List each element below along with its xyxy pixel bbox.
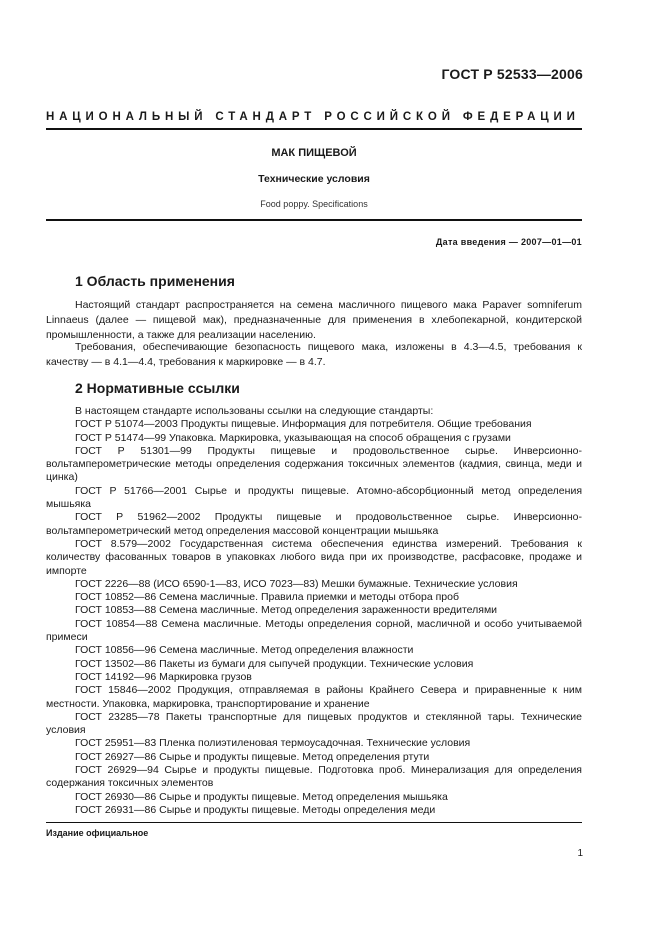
section-2-heading: 2 Нормативные ссылки	[75, 380, 240, 396]
edition-label: Издание официальное	[46, 828, 149, 838]
footer-rule	[46, 822, 582, 823]
list-item: ГОСТ Р 51962—2002 Продукты пищевые и продовольственное сырье. Инверсионно-вольтамперометрический метод определения массовой концентрации мышьяка	[46, 511, 582, 537]
list-item: ГОСТ 13502—86 Пакеты из бумаги для сыпучей продукции. Технические условия	[75, 657, 474, 670]
list-item: ГОСТ 10854—88 Семена масличные. Методы определения сорной, масличной и особо учитываемой примеси	[46, 617, 582, 644]
list-item: ГОСТ 26931—86 Сырье и продукты пищевые. Методы определения меди	[75, 803, 436, 816]
list-item: ГОСТ Р 51474—99 Упаковка. Маркировка, указывающая на способ обращения с грузами	[75, 431, 511, 444]
normative-references-list	[46, 405, 582, 817]
header-rule	[46, 128, 582, 130]
list-item: ГОСТ 10856—96 Семена масличные. Метод определения влажности	[75, 644, 414, 657]
list-item: ГОСТ 26927—86 Сырье и продукты пищевые. Метод определения ртути	[75, 750, 430, 763]
list-item: ГОСТ 10852—86 Семена масличные. Правила приемки и методы отбора проб	[75, 591, 459, 604]
title-rule	[46, 219, 582, 221]
list-item: ГОСТ 8.579—2002 Государственная система обеспечения единства измерений. Требования к количеству фасованных товаров в упаковках любого вида при их производстве, расфасовке, продаже и импорте	[46, 537, 582, 577]
list-item: ГОСТ 15846—2002 Продукция, отправляемая в районы Крайнего Севера и приравненные к ним местности. Упаковка, маркировка, транспортирование и хранение	[46, 684, 582, 710]
page-number: 1	[577, 848, 583, 859]
doc-code: ГОСТ Р 52533—2006	[441, 66, 583, 82]
list-item: ГОСТ Р 51074—2003 Продукты пищевые. Информация для потребителя. Общие требования	[75, 418, 532, 431]
section-1-paragraph-1: Настоящий стандарт распространяется на семена масличного пищевого мака Papaver somniferum Linnaeus (далее — пищевой мак), предназначенные для применения в хлебопекарной, кондитерской промышленности, а также для реализации населению.	[46, 299, 582, 341]
document-subtitle: Технические условия	[258, 173, 370, 185]
list-item: В настоящем стандарте использованы ссылки на следующие стандарты:	[75, 405, 434, 417]
list-item: ГОСТ 26930—86 Сырье и продукты пищевые. Метод определения мышьяка	[75, 790, 448, 803]
list-item: ГОСТ Р 51766—2001 Сырье и продукты пищевые. Атомно-абсорбционный метод определения мышьяка	[46, 484, 582, 511]
national-standard-heading: НАЦИОНАЛЬНЫЙ СТАНДАРТ РОССИЙСКОЙ ФЕДЕРАЦИИ	[46, 111, 580, 123]
list-item: ГОСТ 2226—88 (ИСО 6590-1—83, ИСО 7023—83) Мешки бумажные. Технические условия	[75, 577, 518, 590]
section-1-paragraph-2: Требования, обеспечивающие безопасность пищевого мака, изложены в 4.3—4.5, требования к качеству — в 4.1—4.4, требования к маркировке — в 4.7.	[46, 341, 582, 368]
list-item: ГОСТ 26929—94 Сырье и продукты пищевые. Подготовка проб. Минерализация для определения содержания токсичных элементов	[46, 764, 582, 790]
list-item: ГОСТ 14192—96 Маркировка грузов	[75, 670, 252, 683]
list-item: ГОСТ 25951—83 Пленка полиэтиленовая термоусадочная. Технические условия	[75, 737, 471, 750]
document-title: МАК ПИЩЕВОЙ	[271, 147, 357, 159]
list-item: ГОСТ 10853—88 Семена масличные. Метод определения зараженности вредителями	[75, 604, 498, 617]
english-title: Food poppy. Specifications	[260, 199, 368, 209]
introduction-date: Дата введения — 2007—01—01	[435, 237, 582, 247]
list-item: ГОСТ Р 51301—99 Продукты пищевые и продовольственное сырье. Инверсионно-вольтамперометрические методы определения содержания токсичных элементов (кадмия, свинца, меди и цинка)	[46, 444, 582, 484]
section-1-heading: 1 Область применения	[75, 273, 235, 289]
list-item: ГОСТ 23285—78 Пакеты транспортные для пищевых продуктов и стеклянной тары. Технические условия	[46, 710, 582, 737]
